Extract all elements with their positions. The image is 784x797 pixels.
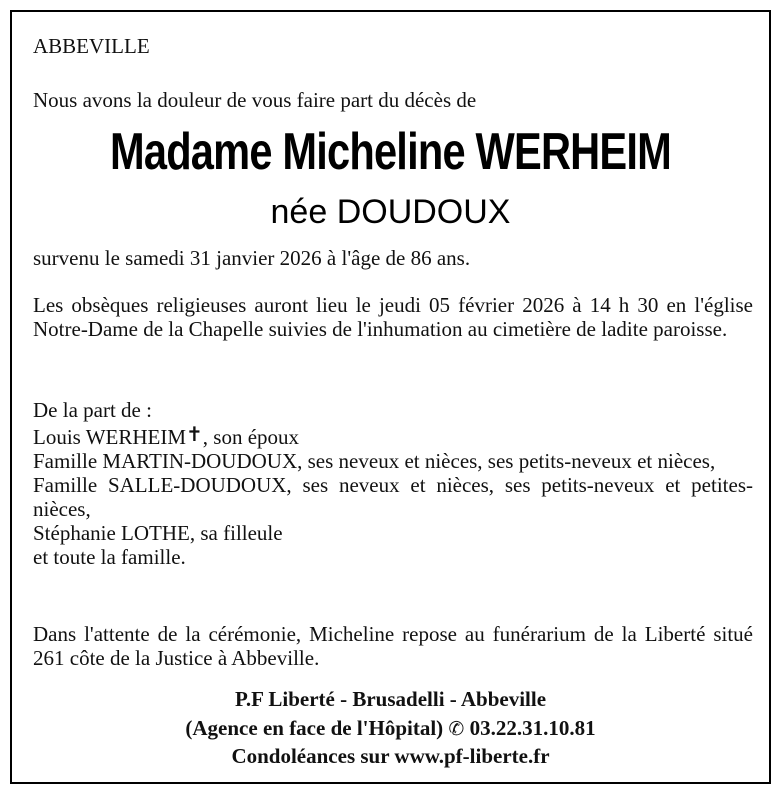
city-header: ABBEVILLE [33,34,150,58]
spouse-name: Louis WERHEIM [33,425,187,449]
family-heading: De la part de : [33,398,152,422]
phone-number: 03.22.31.10.81 [469,716,596,740]
spouse-role: , son époux [202,425,300,449]
death-line: survenu le samedi 31 janvier 2026 à l'âge de 86 ans. [33,246,471,270]
family-goddaughter: Stéphanie LOTHE, sa filleule [33,521,283,545]
funeral-home-contact [12,715,769,742]
intro-text: Nous avons la douleur de vous faire part du décès de [33,88,477,112]
condolences-line: Condoléances sur www.pf-liberte.fr [231,744,550,768]
deceased-name: Madame Micheline WERHEIM [109,123,671,181]
rest-paragraph: Dans l'attente de la cérémonie, Micheline repose au funérarium de la Liberté situé 261 côte de la Justice à Abbeville. [33,622,753,670]
funeral-home-name: P.F Liberté - Brusadelli - Abbeville [234,687,547,711]
agency-location: (Agence en face de l'Hôpital) [185,716,444,740]
family-section [33,398,753,569]
family-closing: et toute la famille. [33,545,186,569]
family-spouse [33,422,753,449]
cross-icon: ✝ [186,422,203,446]
funeral-paragraph: Les obsèques religieuses auront lieu le jeudi 05 février 2026 à 14 h 30 en l'église Notre-Dame de la Chapelle suivies de l'inhumation au cimetière de ladite paroisse. [33,293,753,341]
family-salle: Famille SALLE-DOUDOUX, ses neveux et nièces, ses petits-neveux et petites-nièces, [33,473,753,521]
obituary-notice [10,10,771,784]
maiden-name: née DOUDOUX [270,193,511,231]
phone-icon: ✆ [448,718,465,740]
family-martin: Famille MARTIN-DOUDOUX, ses neveux et nièces, ses petits-neveux et nièces, [33,449,716,473]
